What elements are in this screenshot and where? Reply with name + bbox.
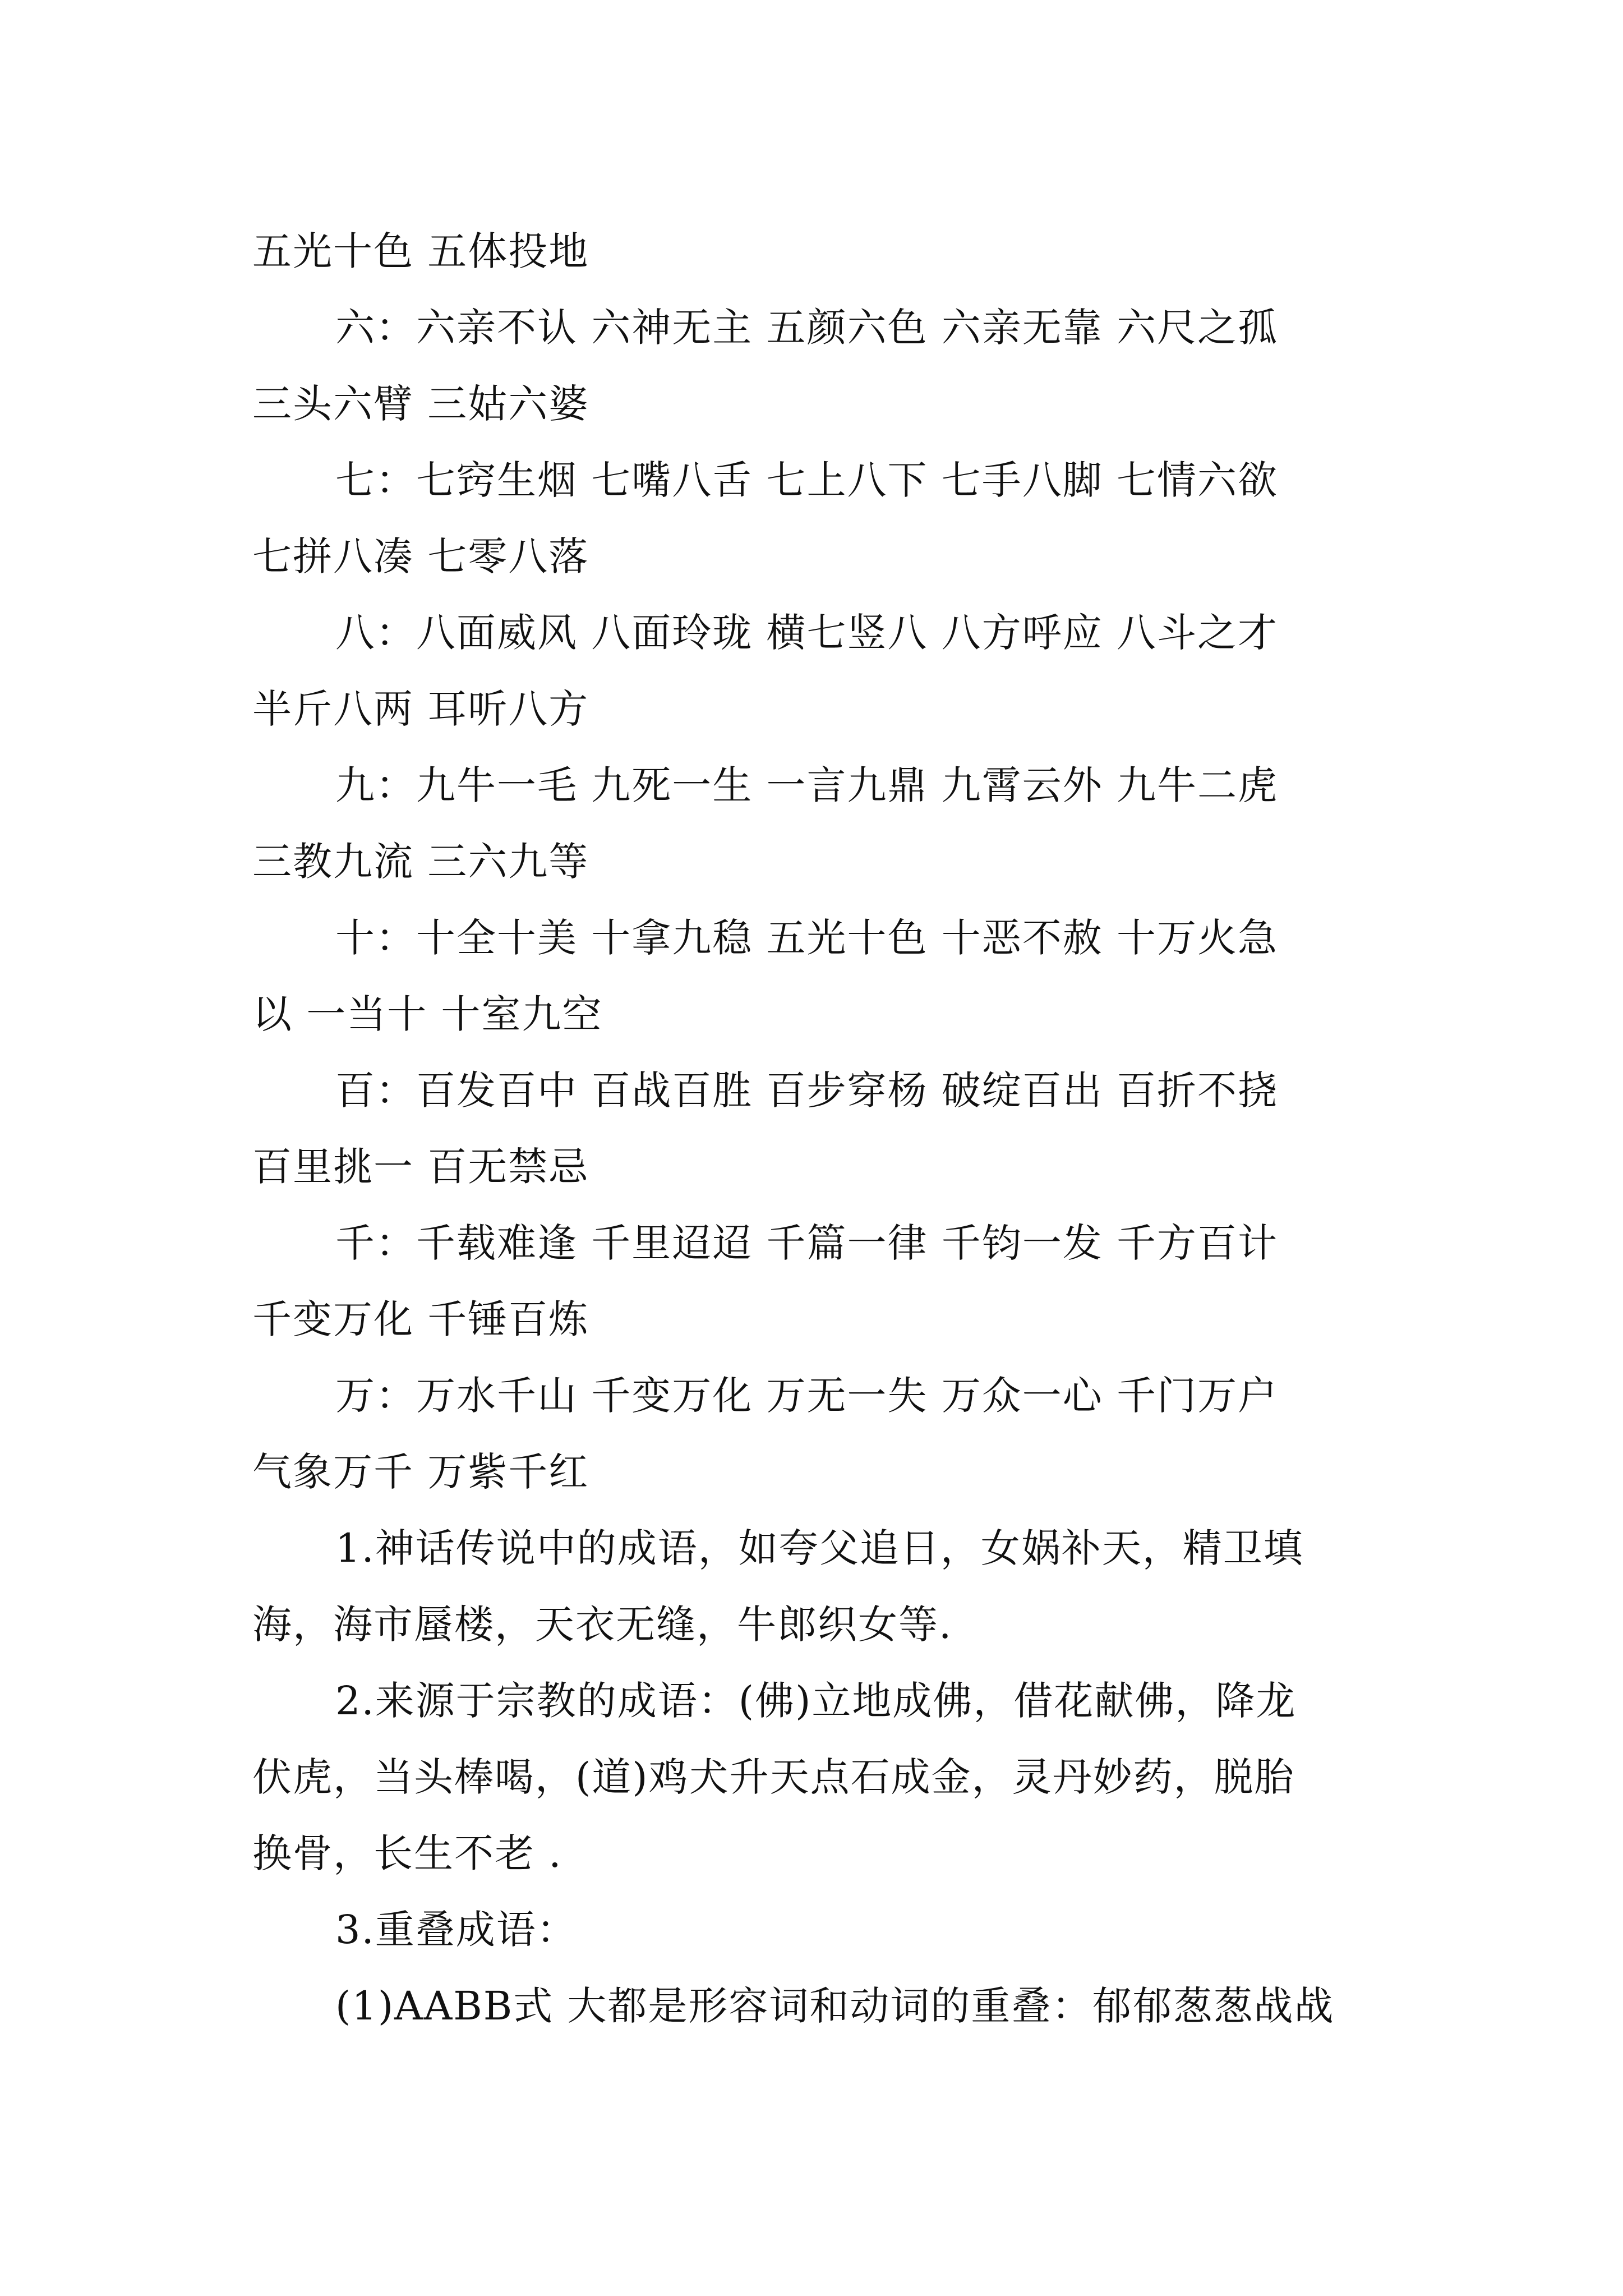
text-line: 三教九流 三六九等 bbox=[252, 839, 589, 885]
text-line: 千变万化 千锤百炼 bbox=[252, 1296, 589, 1342]
text-line: 气象万千 万紫千红 bbox=[252, 1449, 589, 1495]
text-line: 三头六臂 三姑六婆 bbox=[252, 381, 589, 427]
text-line: 百：百发百中 百战百胜 百步穿杨 破绽百出 百折不挠 bbox=[335, 1068, 1279, 1114]
text-line: 八：八面威风 八面玲珑 横七竖八 八方呼应 八斗之才 bbox=[335, 610, 1279, 656]
text-line: 七拼八凑 七零八落 bbox=[252, 533, 589, 579]
text-line: 半斤八两 耳听八方 bbox=[252, 686, 589, 732]
text-line: 十：十全十美 十拿九稳 五光十色 十恶不赦 十万火急 bbox=[335, 915, 1279, 961]
text-line: 五光十色 五体投地 bbox=[252, 228, 589, 274]
text-line: 2.来源于宗教的成语：(佛)立地成佛，借花献佛，降龙 bbox=[335, 1678, 1297, 1724]
text-line: 海，海市蜃楼，天衣无缝，牛郎织女等. bbox=[252, 1602, 953, 1648]
text-line: 以 一当十 十室九空 bbox=[252, 991, 603, 1037]
text-line: 六：六亲不认 六神无主 五颜六色 六亲无靠 六尺之孤 bbox=[335, 305, 1279, 351]
text-line: 3.重叠成语： bbox=[335, 1907, 577, 1953]
text-line: 千：千载难逢 千里迢迢 千篇一律 千钧一发 千方百计 bbox=[335, 1220, 1279, 1266]
document-body bbox=[252, 213, 1391, 2044]
text-line: 百里挑一 百无禁忌 bbox=[252, 1144, 589, 1190]
text-line: 换骨，长生不老 . bbox=[252, 1830, 562, 1876]
text-line: (1)AABB式 大都是形容词和动词的重叠：郁郁葱葱战战 bbox=[335, 1983, 1335, 2029]
text-line: 伏虎，当头棒喝，(道)鸡犬升天点石成金，灵丹妙药，脱胎 bbox=[252, 1754, 1295, 1800]
text-line: 万：万水千山 千变万化 万无一失 万众一心 千门万户 bbox=[335, 1373, 1279, 1419]
text-line: 七：七窍生烟 七嘴八舌 七上八下 七手八脚 七情六欲 bbox=[335, 457, 1279, 503]
text-line: 1.神话传说中的成语，如夸父追日，女娲补天，精卫填 bbox=[335, 1525, 1304, 1571]
text-line: 九：九牛一毛 九死一生 一言九鼎 九霄云外 九牛二虎 bbox=[335, 762, 1279, 808]
